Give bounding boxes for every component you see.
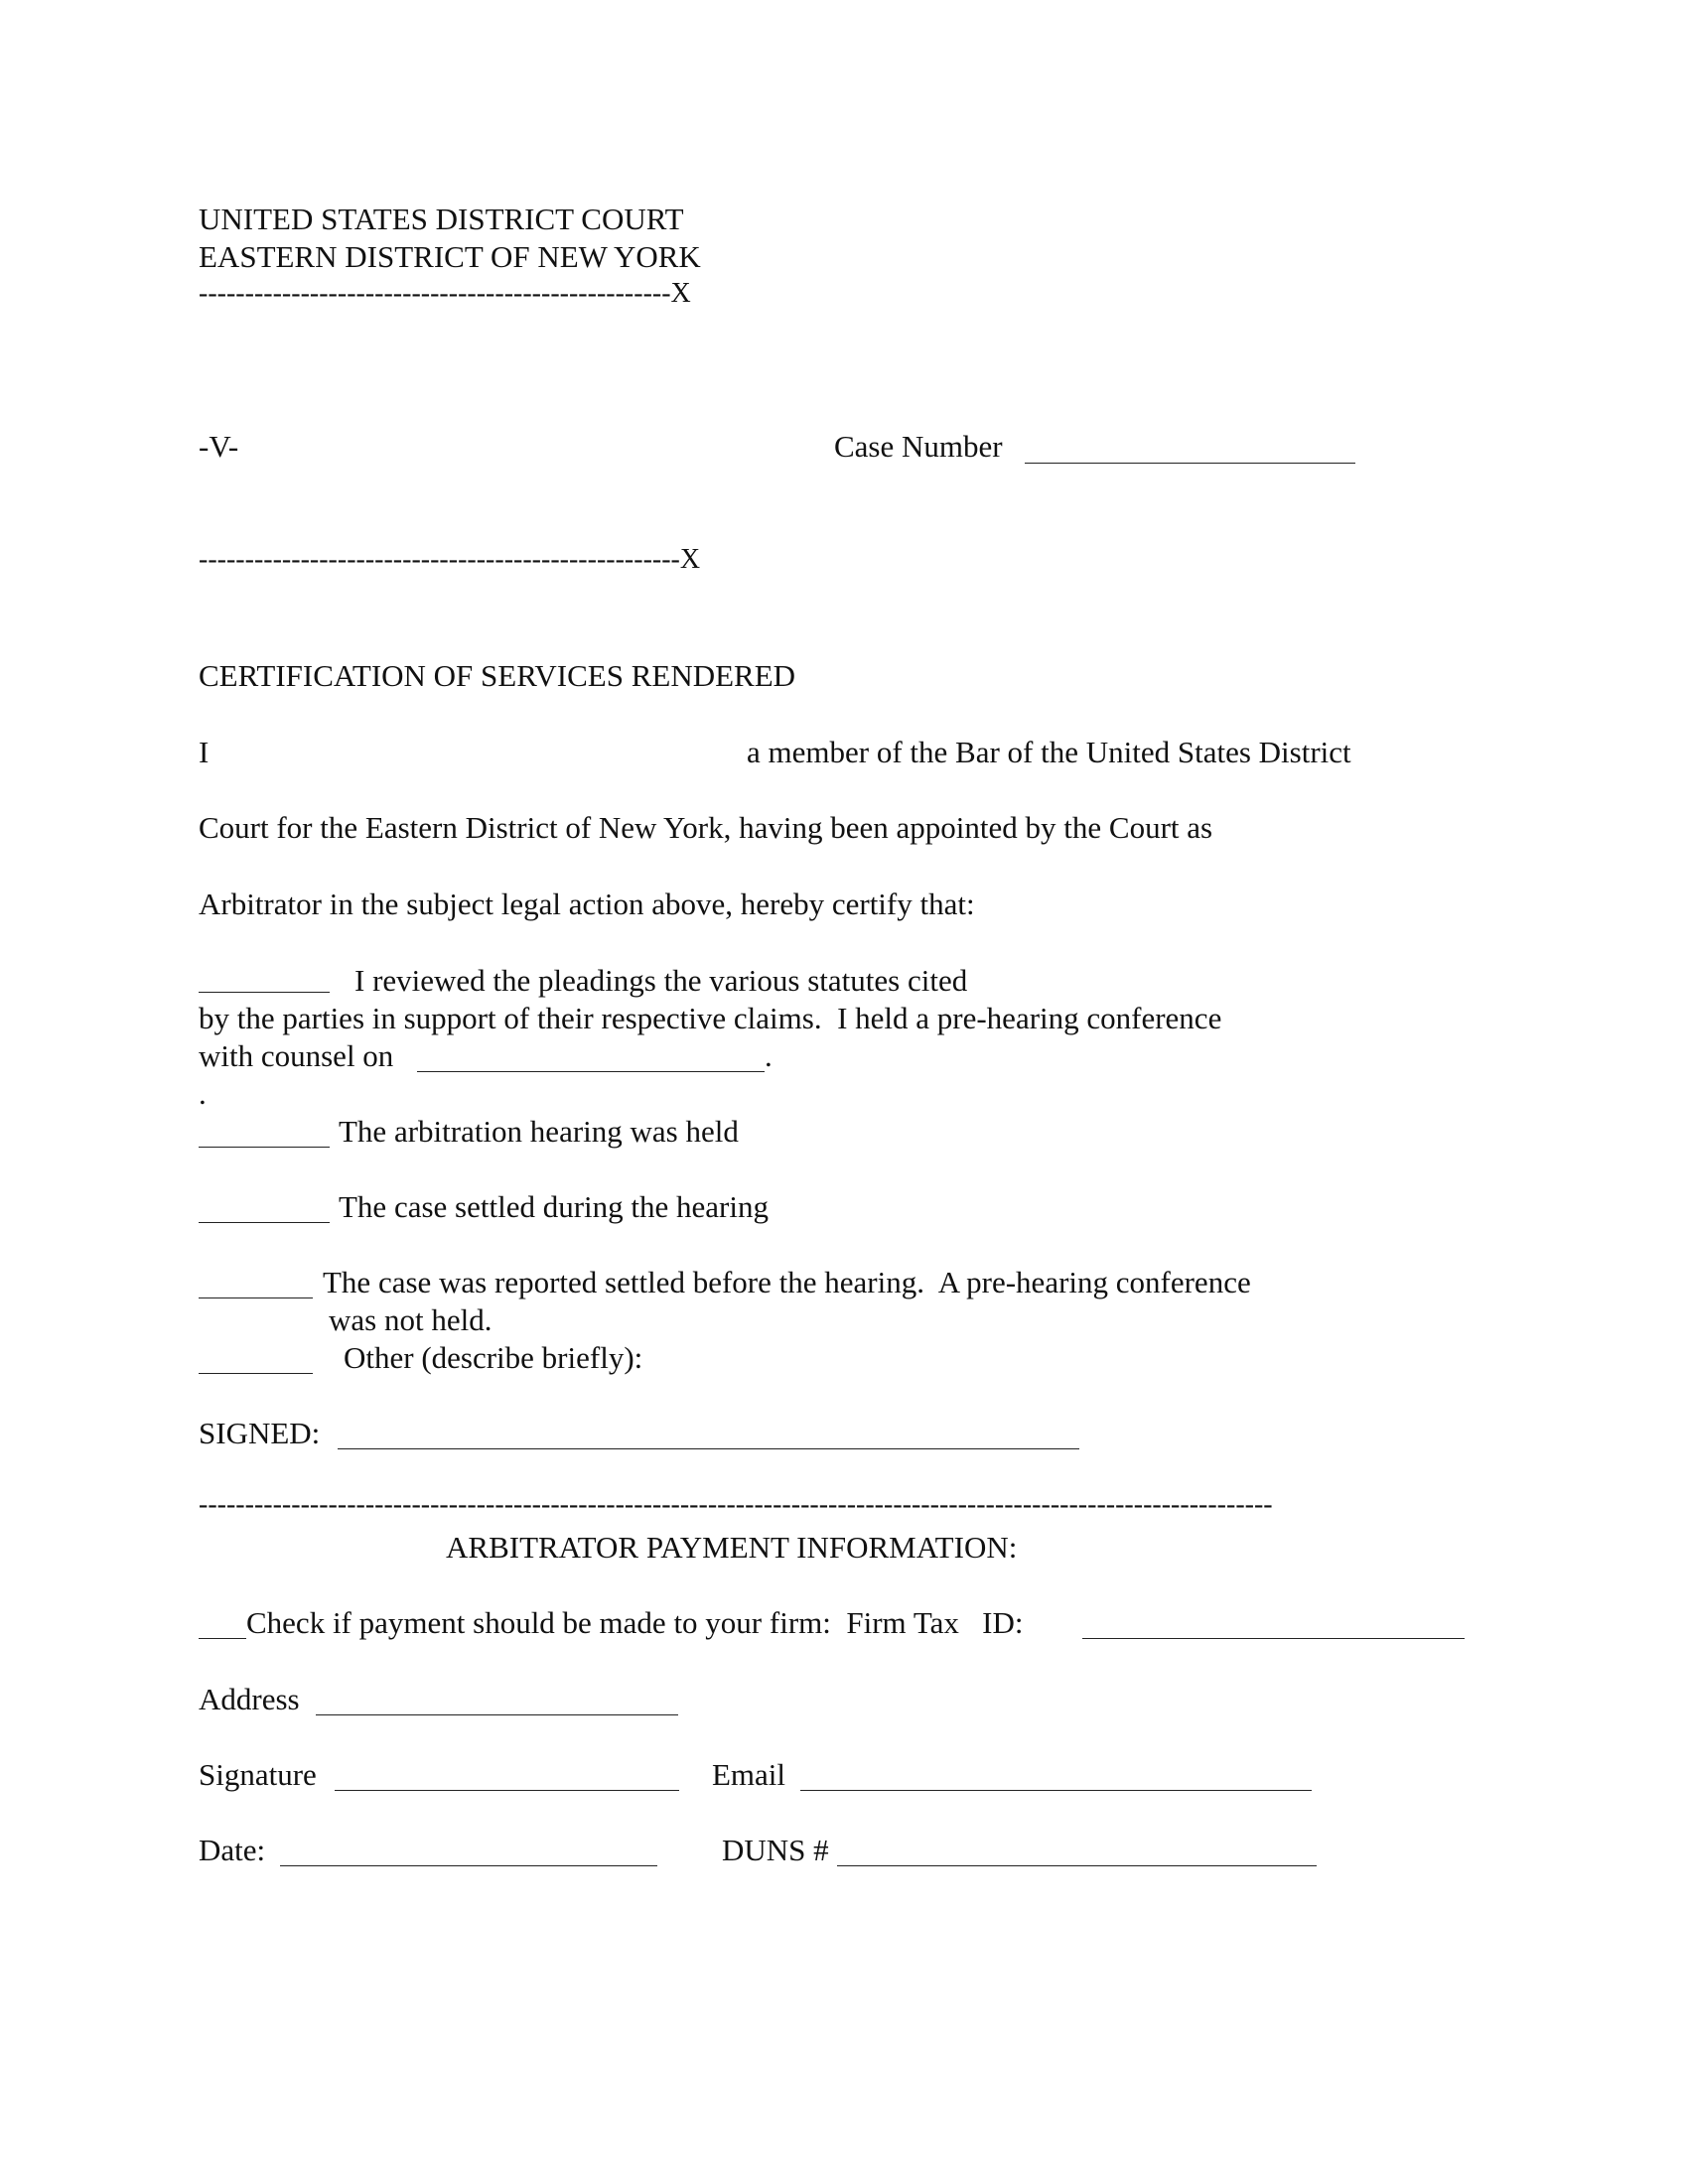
item-settled-before-hearing-line1: The case was reported settled before the hearing. A pre-hearing conference [323, 1265, 1251, 1299]
signed-label: SIGNED: [199, 1416, 321, 1450]
intro-bar-member-text: a member of the Bar of the United States District [747, 735, 1351, 769]
certification-title: CERTIFICATION OF SERVICES RENDERED [199, 658, 796, 693]
other-checkbox-line[interactable] [199, 1373, 313, 1374]
item-settled-during-hearing: The case settled during the hearing [339, 1189, 769, 1224]
conference-date-label: with counsel on [199, 1038, 394, 1073]
firm-tax-id-field[interactable] [1082, 1638, 1465, 1639]
conference-date-period: . [765, 1038, 773, 1073]
caption-separator-bottom: ----------------------------------------------------X [199, 544, 701, 575]
case-number-field[interactable] [1025, 463, 1355, 464]
address-field[interactable] [316, 1714, 678, 1715]
hearing-held-checkbox-line[interactable] [199, 1147, 330, 1148]
payment-separator: -------------------------------------------------------------------------------------------------------------------- [199, 1489, 1273, 1520]
email-label: Email [712, 1757, 786, 1792]
date-label: Date: [199, 1833, 266, 1867]
email-field[interactable] [800, 1790, 1312, 1791]
pay-to-firm-label: Check if payment should be made to your firm: Firm Tax ID: [246, 1605, 1024, 1640]
caption-separator-top: ---------------------------------------------------X [199, 278, 691, 309]
court-name-line1: UNITED STATES DISTRICT COURT [199, 202, 684, 236]
settled-before-hearing-checkbox-line[interactable] [199, 1297, 313, 1298]
date-field[interactable] [280, 1865, 657, 1866]
pay-to-firm-checkbox-line[interactable] [199, 1638, 246, 1639]
conference-date-field[interactable] [417, 1071, 765, 1072]
item-reviewed-pleadings-line2: by the parties in support of their respective claims. I held a pre-hearing conference [199, 1001, 1222, 1035]
duns-field[interactable] [837, 1865, 1317, 1866]
intro-pronoun: I [199, 735, 210, 769]
settled-during-hearing-checkbox-line[interactable] [199, 1222, 330, 1223]
signed-field[interactable] [338, 1448, 1079, 1449]
stray-period: . [199, 1076, 207, 1111]
signature-label: Signature [199, 1757, 317, 1792]
signature-field[interactable] [335, 1790, 679, 1791]
versus-label: -V- [199, 429, 239, 464]
case-number-label: Case Number [834, 429, 1003, 464]
item-settled-before-hearing-line2: was not held. [329, 1302, 492, 1337]
reviewed-pleadings-checkbox-line[interactable] [199, 992, 330, 993]
address-label: Address [199, 1682, 300, 1716]
item-other: Other (describe briefly): [344, 1340, 643, 1375]
intro-arbitrator-text: Arbitrator in the subject legal action above, hereby certify that: [199, 887, 975, 921]
item-reviewed-pleadings-line1: I reviewed the pleadings the various statutes cited [354, 963, 968, 998]
item-hearing-held: The arbitration hearing was held [339, 1114, 739, 1149]
intro-court-text: Court for the Eastern District of New York, having been appointed by the Court as [199, 810, 1213, 845]
duns-label: DUNS # [722, 1833, 829, 1867]
payment-section-title: ARBITRATOR PAYMENT INFORMATION: [446, 1530, 1018, 1565]
court-district-line2: EASTERN DISTRICT OF NEW YORK [199, 239, 701, 274]
